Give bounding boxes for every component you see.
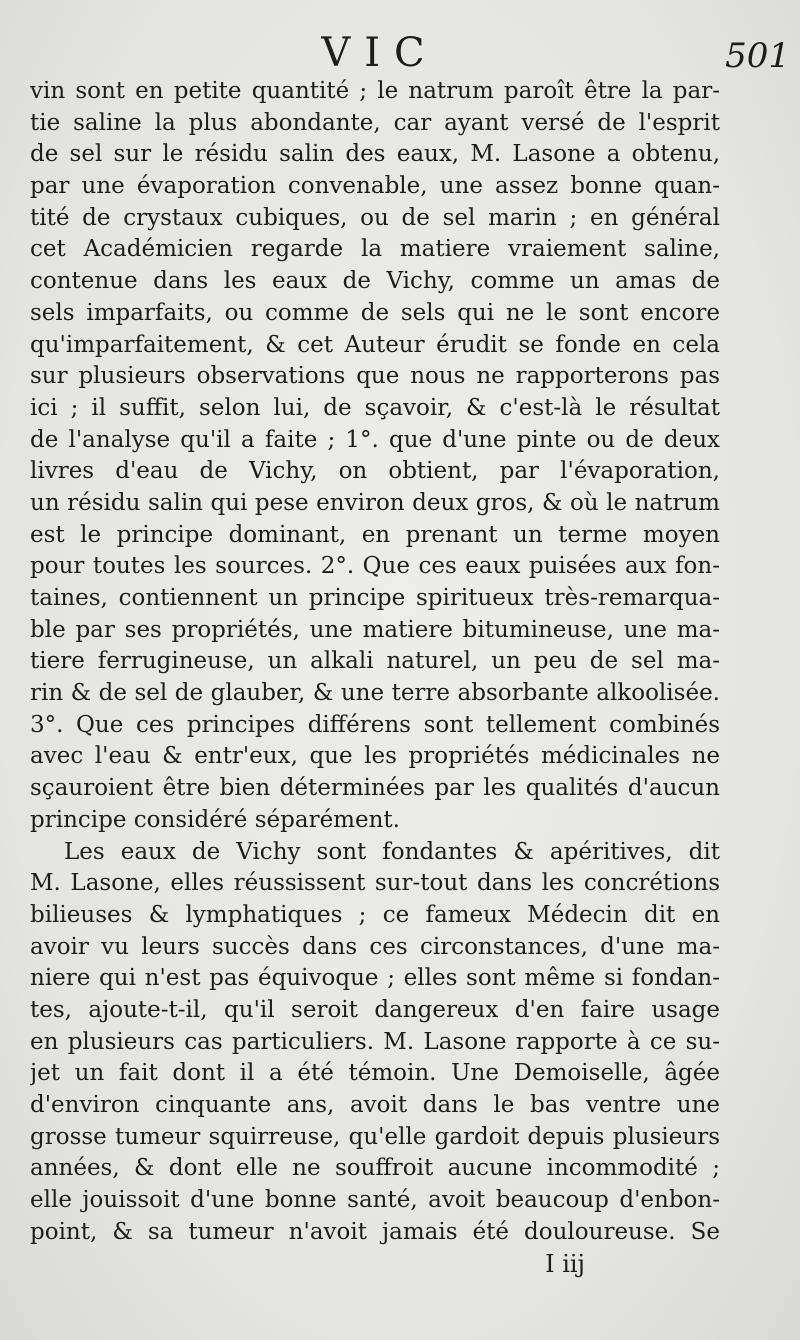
text-line: ble par ses propriétés, une matiere bitumineuse, une ma- xyxy=(30,616,720,643)
body-text xyxy=(30,76,720,1248)
text-line: sur plusieurs observations que nous ne rapporterons pas xyxy=(30,363,720,390)
text-line: d'environ cinquante ans, avoit dans le bas ventre une xyxy=(30,1092,720,1118)
text-line: jet un fait dont il a été témoin. Une Demoiselle, âgée xyxy=(30,1060,720,1087)
text-line: pour toutes les sources. 2°. Que ces eaux puisées aux fon- xyxy=(30,553,720,580)
text-line: bilieuses & lymphatiques ; ce fameux Médecin dit en xyxy=(30,901,720,928)
text-line: avec l'eau & entr'eux, que les propriétés médicinales ne xyxy=(30,743,720,770)
text-line: qu'imparfaitement, & cet Auteur érudit se fonde en cela xyxy=(30,331,720,358)
text-line: avoir vu leurs succès dans ces circonstances, d'une ma- xyxy=(30,933,720,960)
text-line: tité de crystaux cubiques, ou de sel marin ; en général xyxy=(30,204,720,231)
text-line: tes, ajoute-t-il, qu'il seroit dangereux d'en faire usage xyxy=(30,996,720,1023)
text-line: tiere ferrugineuse, un alkali naturel, un peu de sel ma- xyxy=(30,648,720,675)
text-line: vin sont en petite quantité ; le natrum paroît être la par- xyxy=(30,78,720,104)
text-line: sels imparfaits, ou comme de sels qui ne le sont encore xyxy=(30,299,720,326)
text-line: niere qui n'est pas équivoque ; elles sont même si fondan- xyxy=(30,965,720,992)
text-line: ici ; il suffit, selon lui, de sçavoir, & c'est-là le résultat xyxy=(30,394,720,421)
text-line: taines, contiennent un principe spiritueux très-remarqua- xyxy=(30,585,720,611)
text-line: 3°. Que ces principes différens sont tellement combinés xyxy=(30,711,720,738)
text-line: elle jouissoit d'une bonne santé, avoit beaucoup d'enbon- xyxy=(30,1187,720,1214)
text-line: rin & de sel de glauber, & une terre absorbante alkoolisée. xyxy=(30,680,720,707)
text-line: est le principe dominant, en prenant un terme moyen xyxy=(30,521,720,548)
text-line: cet Académicien regarde la matiere vraiement saline, xyxy=(30,236,720,263)
running-head: VIC xyxy=(321,30,439,76)
text-line: un résidu salin qui pese environ deux gros, & où le natrum xyxy=(30,489,720,516)
text-line: de sel sur le résidu salin des eaux, M. Lasone a obtenu, xyxy=(30,141,720,168)
text-line: livres d'eau de Vichy, on obtient, par l'évaporation, xyxy=(30,458,720,485)
text-line: années, & dont elle ne souffroit aucune incommodité ; xyxy=(30,1155,720,1182)
text-line: par une évaporation convenable, une assez bonne quan- xyxy=(30,173,720,200)
page-header xyxy=(0,30,800,80)
text-line: sçauroient être bien déterminées par les qualités d'aucun xyxy=(30,775,720,802)
text-line: tie saline la plus abondante, car ayant versé de l'esprit xyxy=(30,109,720,136)
page-number: 501 xyxy=(725,36,790,76)
text-line: M. Lasone, elles réussissent sur-tout dans les concrétions xyxy=(30,870,720,897)
text-line: grosse tumeur squirreuse, qu'elle gardoit depuis plusieurs xyxy=(30,1123,720,1150)
text-line: de l'analyse qu'il a faite ; 1°. que d'une pinte ou de deux xyxy=(30,426,720,453)
text-line: en plusieurs cas particuliers. M. Lasone rapporte à ce su- xyxy=(30,1028,720,1055)
text-line: principe considéré séparément. xyxy=(30,806,400,833)
text-line: Les eaux de Vichy sont fondantes & apéritives, dit xyxy=(64,838,720,865)
text-line: point, & sa tumeur n'avoit jamais été douloureuse. Se xyxy=(30,1218,720,1245)
signature-mark: I iij xyxy=(545,1250,585,1278)
text-line: contenue dans les eaux de Vichy, comme un amas de xyxy=(30,268,720,295)
